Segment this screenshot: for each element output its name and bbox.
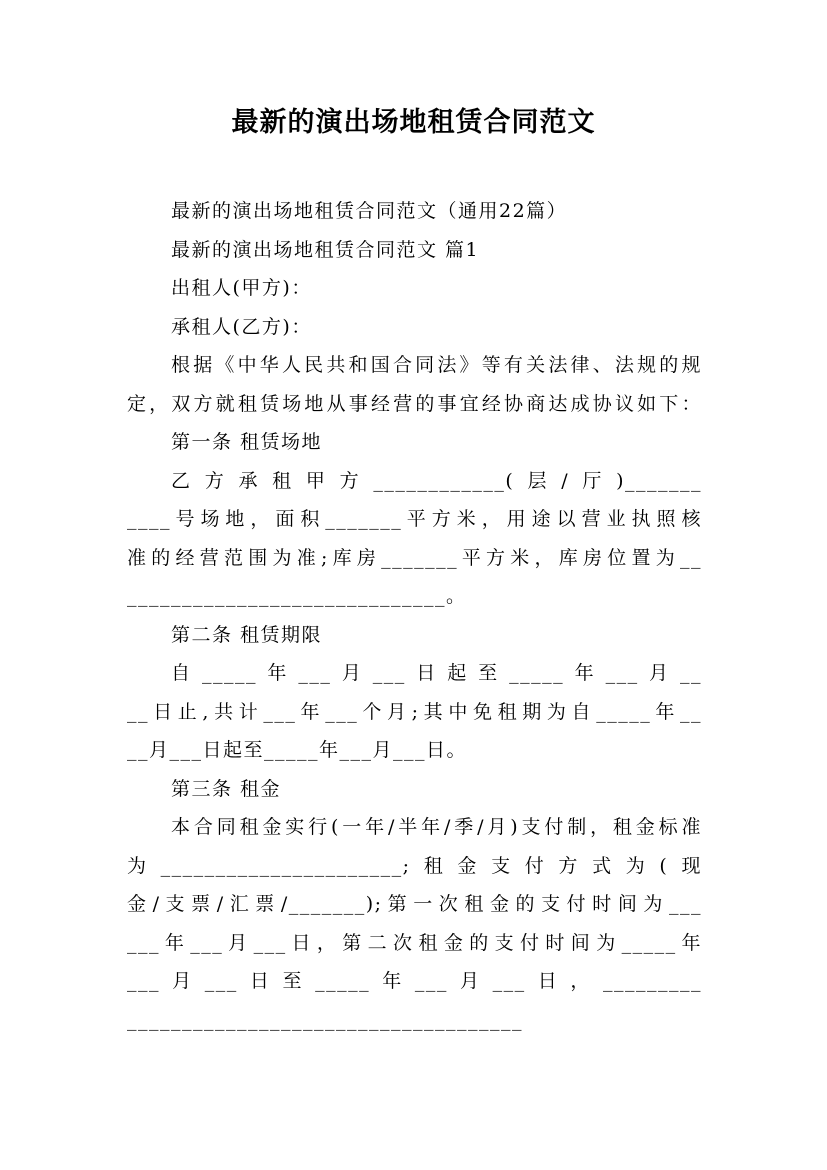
article-1-line-4: _____________________________。 [127, 585, 467, 607]
paragraph-preamble-line-2: 定，双方就租赁场地从事经营的事宜经协商达成协议如下： [127, 392, 702, 415]
article-1-heading: 第一条 租赁场地 [171, 431, 323, 453]
article-3-line-2: 为______________________;租金支付方式为(现 [127, 854, 702, 877]
article-3-line-5: ___月___日至_____年___月___日，_________ [127, 970, 702, 992]
article-2-line-1: 自_____年___月___日起至_____年___月__ [171, 662, 702, 684]
article-2-line-2: __日止,共计___年___个月;其中免租期为自_____年__ [127, 700, 702, 723]
article-3-line-6: ____________________________________ [127, 1008, 523, 1031]
paragraph-lessor: 出租人(甲方)： [171, 277, 312, 299]
article-2-heading: 第二条 租赁期限 [171, 623, 323, 646]
article-3-heading: 第三条 租金 [171, 777, 282, 800]
article-1-line-3: 准的经营范围为准;库房_______平方米，库房位置为__ [127, 546, 702, 569]
article-1-line-2: ____号场地，面积_______平方米，用途以营业执照核 [127, 508, 702, 530]
article-3-line-1: 本合同租金实行(一年/半年/季/月)支付制，租金标准 [171, 816, 702, 838]
document-body [127, 192, 702, 1039]
paragraph-subtitle: 最新的演出场地租赁合同范文（通用22篇） [171, 200, 568, 222]
article-1-line-1: 乙方承租甲方____________(层/厅)_______ [171, 469, 702, 492]
paragraph-preamble-line-1: 根据《中华人民共和国合同法》等有关法律、法规的规 [171, 354, 702, 376]
paragraph-lessee: 承租人(乙方)： [171, 315, 312, 338]
paragraph-section-heading: 最新的演出场地租赁合同范文 篇1 [171, 238, 480, 261]
article-3-line-4: ___年___月___日，第二次租金的支付时间为_____年 [127, 931, 702, 954]
document-title: 最新的演出场地租赁合同范文 [231, 107, 596, 138]
article-3-line-3: 金/支票/汇票/_______);第一次租金的支付时间为___ [127, 893, 702, 915]
article-2-line-3: __月___日起至_____年___月___日。 [127, 739, 468, 761]
